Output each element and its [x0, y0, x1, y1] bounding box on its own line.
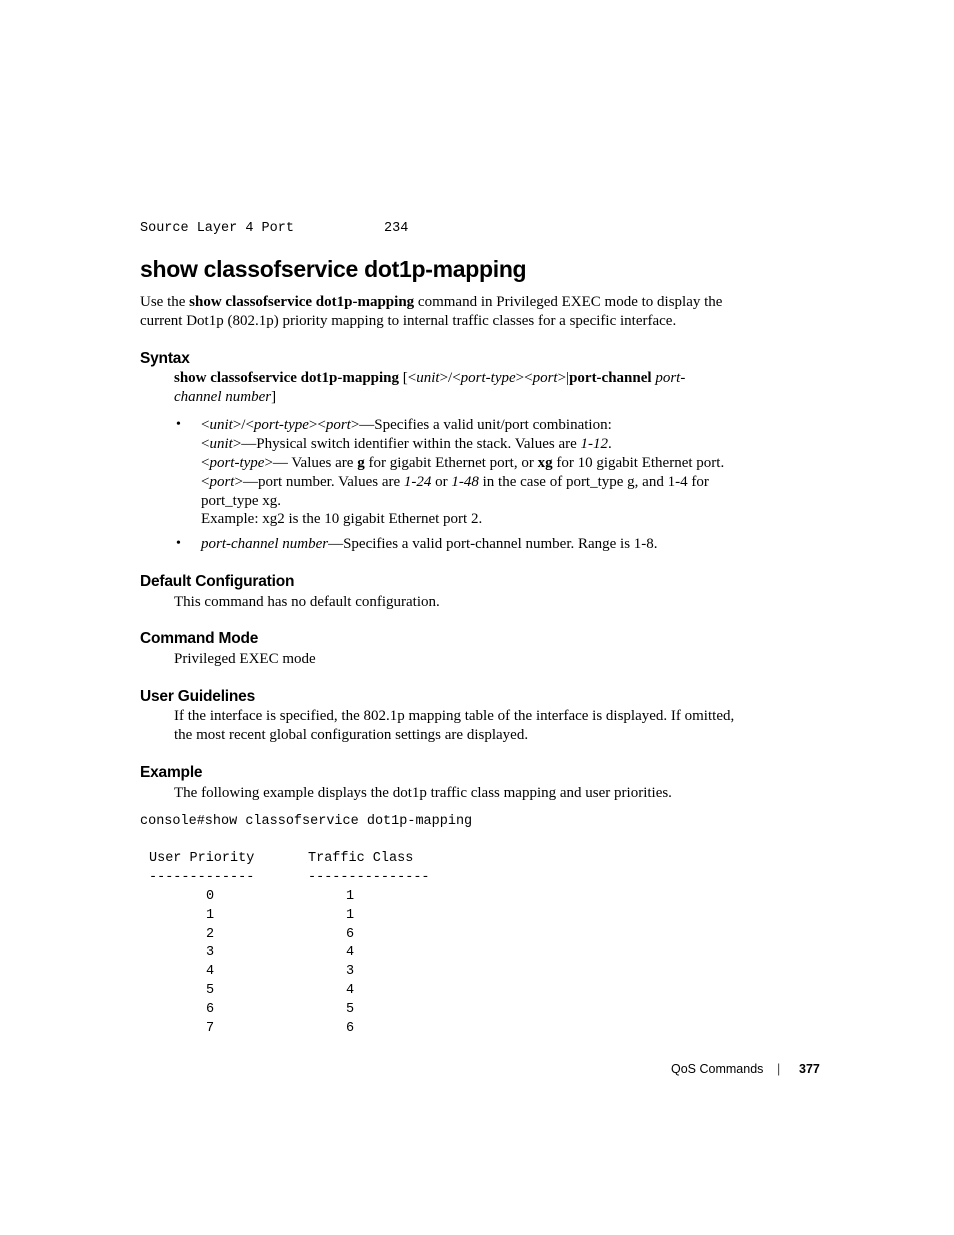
table-cell-priority: 4 [205, 964, 215, 979]
bullet2-line: port-channel number—Specifies a valid port-channel number. Range is 1-8. [201, 536, 658, 552]
table-cell-traffic-class: 6 [345, 927, 355, 942]
bullet1-line-4: <port>—port number. Values are 1-24 or 1-48 in the case of port_type g, and 1-4 for [201, 474, 709, 490]
page-number: 377 [799, 1062, 820, 1076]
table-cell-traffic-class: 4 [345, 945, 355, 960]
intro-command: show classofservice dot1p-mapping [189, 294, 415, 310]
syntax-heading: Syntax [140, 350, 190, 367]
syntax-line-1: show classofservice dot1p-mapping [<unit>/<port-type><port>|port-channel port- [174, 370, 686, 386]
col-header-traffic-class: Traffic Class [308, 851, 414, 866]
user-guidelines-line-2: the most recent global configuration settings are displayed. [174, 727, 529, 743]
table-cell-traffic-class: 6 [345, 1021, 355, 1036]
table-cell-traffic-class: 4 [345, 983, 355, 998]
user-guidelines-line-1: If the interface is specified, the 802.1p mapping table of the interface is displayed. If omitted, [174, 708, 735, 724]
example-text: The following example displays the dot1p traffic class mapping and user priorities. [174, 785, 672, 801]
table-cell-priority: 2 [205, 927, 215, 942]
command-mode-text: Privileged EXEC mode [174, 651, 316, 667]
bullet1-line-6: Example: xg2 is the 10 gigabit Ethernet port 2. [201, 511, 483, 527]
command-mode-heading: Command Mode [140, 630, 259, 647]
table-cell-traffic-class: 3 [345, 964, 355, 979]
col-header-user-priority: User Priority [149, 851, 255, 866]
page-title: show classofservice dot1p-mapping [140, 256, 527, 282]
table-cell-priority: 5 [205, 983, 215, 998]
bullet1-line-1: <unit>/<port-type><port>—Specifies a valid unit/port combination: [201, 417, 612, 433]
bullet-dot: • [176, 417, 181, 432]
console-command: console#show classofservice dot1p-mapping [140, 814, 473, 829]
table-cell-traffic-class: 1 [345, 908, 355, 923]
table-cell-priority: 3 [205, 945, 215, 960]
col-rule-user-priority: ------------- [149, 870, 255, 885]
default-config-heading: Default Configuration [140, 573, 295, 590]
bullet1-line-3: <port-type>— Values are g for gigabit Ethernet port, or xg for 10 gigabit Ethernet port. [201, 455, 725, 471]
table-cell-traffic-class: 5 [345, 1002, 355, 1017]
footer-separator: | [777, 1062, 781, 1076]
table-cell-priority: 6 [205, 1002, 215, 1017]
source-layer4-port-label: Source Layer 4 Port [140, 221, 294, 236]
table-cell-traffic-class: 1 [345, 889, 355, 904]
col-rule-traffic-class: --------------- [308, 870, 430, 885]
bullet1-line-2: <unit>—Physical switch identifier within the stack. Values are 1-12. [201, 436, 612, 452]
example-heading: Example [140, 764, 203, 781]
source-layer4-port-value: 234 [384, 221, 409, 236]
footer-section: QoS Commands [671, 1062, 764, 1076]
intro-line-2: current Dot1p (802.1p) priority mapping to internal traffic classes for a specific interface. [140, 313, 677, 329]
user-guidelines-heading: User Guidelines [140, 688, 256, 705]
syntax-line-2: channel number] [174, 389, 277, 405]
default-config-text: This command has no default configuration. [174, 594, 440, 610]
table-cell-priority: 1 [205, 908, 215, 923]
bullet1-line-5: port_type xg. [201, 493, 281, 509]
table-cell-priority: 7 [205, 1021, 215, 1036]
intro-line-1: Use the show classofservice dot1p-mapping command in Privileged EXEC mode to display the [140, 294, 723, 310]
table-cell-priority: 0 [205, 889, 215, 904]
bullet-dot: • [176, 536, 181, 551]
